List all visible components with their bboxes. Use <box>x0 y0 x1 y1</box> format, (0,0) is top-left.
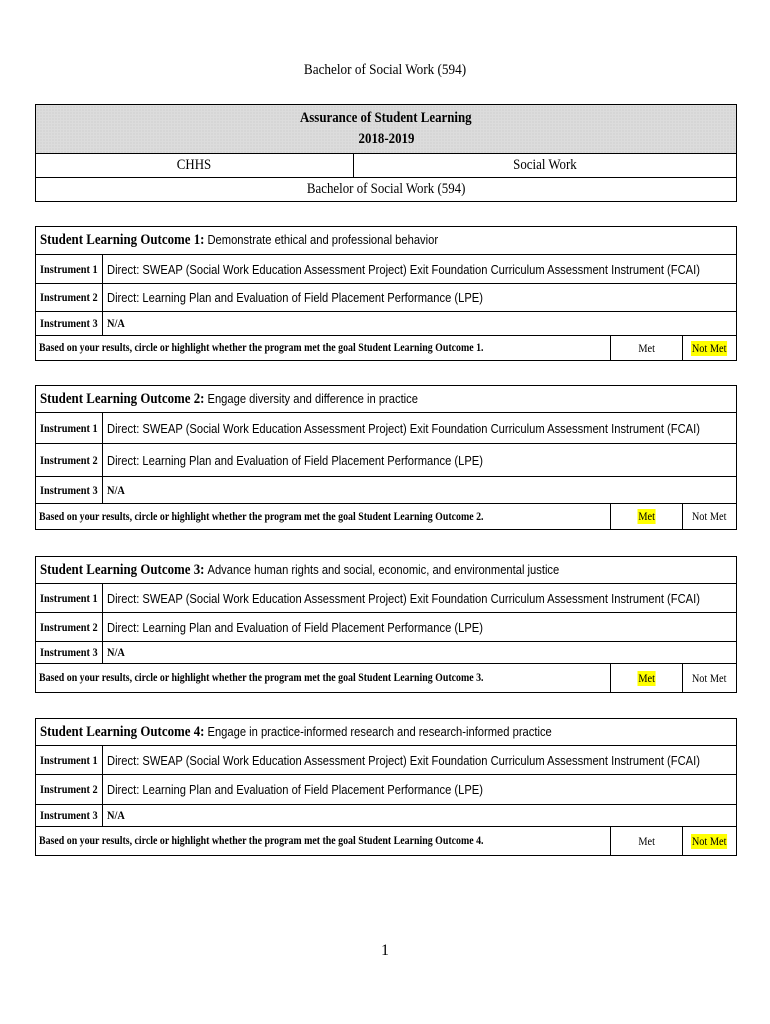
not-met-option[interactable]: Not Met <box>683 336 737 361</box>
instrument-2-value: Direct: Learning Plan and Evaluation of Field Placement Performance (LPE) <box>103 444 737 477</box>
instrument-3-value: N/A <box>103 312 737 336</box>
instrument-label: Instrument 2 <box>36 613 103 642</box>
met-option[interactable]: Met <box>611 504 683 530</box>
outcome-question: Based on your results, circle or highlight whether the program met the goal Student Learning Outcome 3. <box>36 664 611 693</box>
page-heading: Bachelor of Social Work (594) <box>303 62 467 78</box>
instrument-label: Instrument 2 <box>36 775 103 805</box>
header-college-cell <box>36 154 354 178</box>
header-title-cell <box>36 105 737 154</box>
outcome-description: Advance human rights and social, economic, and environmental justice <box>207 561 560 577</box>
outcome-question: Based on your results, circle or highlight whether the program met the goal Student Learning Outcome 4. <box>36 827 611 856</box>
instrument-label: Instrument 1 <box>36 255 103 284</box>
outcome-description: Engage in practice-informed research and research-informed practice <box>207 723 552 739</box>
header-year: 2018-2019 <box>358 131 414 147</box>
outcome-label: Student Learning Outcome 4: <box>40 723 205 740</box>
instrument-label: Instrument 3 <box>36 805 103 827</box>
instrument-label: Instrument 3 <box>36 312 103 336</box>
not-met-option[interactable]: Not Met <box>683 664 737 693</box>
outcome-table-4 <box>35 718 737 856</box>
instrument-label: Instrument 1 <box>36 746 103 775</box>
outcome-table-2 <box>35 385 737 530</box>
page-number: 1 <box>381 942 389 959</box>
instrument-label: Instrument 3 <box>36 477 103 504</box>
met-option[interactable]: Met <box>611 336 683 361</box>
header-department: Social Work <box>513 157 577 173</box>
outcome-title <box>36 386 737 413</box>
instrument-1-value: Direct: SWEAP (Social Work Education Assessment Project) Exit Foundation Curriculum Assessment Instrument (FCAI) <box>103 413 737 444</box>
instrument-label: Instrument 1 <box>36 413 103 444</box>
outcome-table-3 <box>35 556 737 693</box>
instrument-label: Instrument 1 <box>36 584 103 613</box>
not-met-option[interactable]: Not Met <box>683 504 737 530</box>
instrument-1-value: Direct: SWEAP (Social Work Education Assessment Project) Exit Foundation Curriculum Assessment Instrument (FCAI) <box>103 584 737 613</box>
header-program: Bachelor of Social Work (594) <box>306 181 466 197</box>
header-department-cell <box>354 154 737 178</box>
instrument-1-value: Direct: SWEAP (Social Work Education Assessment Project) Exit Foundation Curriculum Assessment Instrument (FCAI) <box>103 255 737 284</box>
instrument-3-value: N/A <box>103 805 737 827</box>
outcome-label: Student Learning Outcome 1: <box>40 232 205 248</box>
header-program-cell <box>36 178 737 202</box>
instrument-2-value: Direct: Learning Plan and Evaluation of Field Placement Performance (LPE) <box>103 775 737 805</box>
instrument-2-value: Direct: Learning Plan and Evaluation of Field Placement Performance (LPE) <box>103 284 737 312</box>
instrument-1-value: Direct: SWEAP (Social Work Education Assessment Project) Exit Foundation Curriculum Assessment Instrument (FCAI) <box>103 746 737 775</box>
outcome-question: Based on your results, circle or highlight whether the program met the goal Student Learning Outcome 2. <box>36 504 611 530</box>
not-met-option[interactable]: Not Met <box>683 827 737 856</box>
instrument-label: Instrument 2 <box>36 444 103 477</box>
outcome-title <box>36 719 737 746</box>
outcome-description: Engage diversity and difference in practice <box>207 390 418 406</box>
outcome-label: Student Learning Outcome 3: <box>40 561 205 578</box>
outcome-title <box>36 557 737 584</box>
outcome-question: Based on your results, circle or highlight whether the program met the goal Student Learning Outcome 1. <box>36 336 611 361</box>
instrument-label: Instrument 2 <box>36 284 103 312</box>
header-title: Assurance of Student Learning <box>300 110 472 126</box>
header-college: CHHS <box>177 157 212 173</box>
outcome-label: Student Learning Outcome 2: <box>40 390 205 407</box>
instrument-label: Instrument 3 <box>36 642 103 664</box>
assurance-header-table <box>35 104 737 202</box>
instrument-3-value: N/A <box>103 477 737 504</box>
instrument-2-value: Direct: Learning Plan and Evaluation of Field Placement Performance (LPE) <box>103 613 737 642</box>
instrument-3-value: N/A <box>103 642 737 664</box>
outcome-description: Demonstrate ethical and professional behavior <box>207 232 439 247</box>
outcome-table-1 <box>35 226 737 361</box>
met-option[interactable]: Met <box>611 664 683 693</box>
outcome-title <box>36 227 737 255</box>
met-option[interactable]: Met <box>611 827 683 856</box>
